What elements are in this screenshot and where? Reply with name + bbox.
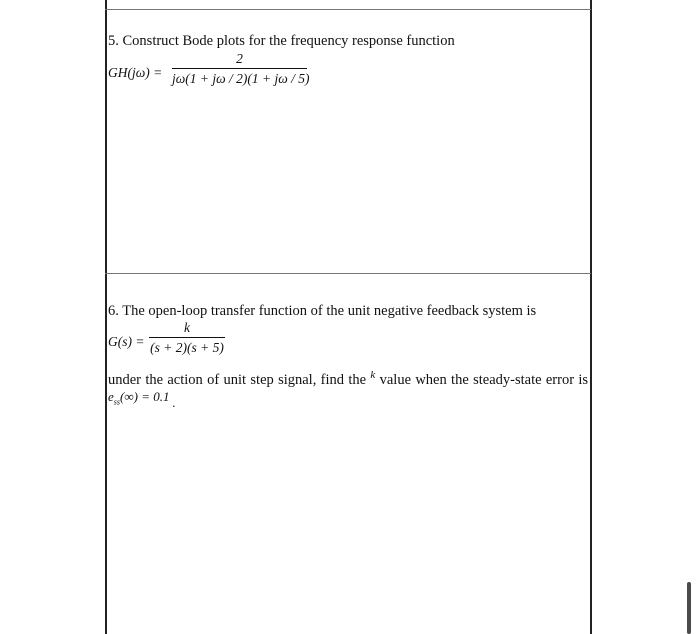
scrollbar-thumb[interactable] <box>687 582 691 634</box>
page-left-border <box>105 0 107 634</box>
section-divider <box>105 273 591 274</box>
problem-6-condition-part2: value when the steady-state error is <box>379 371 589 388</box>
problem-6 <box>108 302 588 410</box>
problem-6-condition <box>108 366 588 389</box>
problem-5-numerator: 2 <box>236 51 243 66</box>
ess-rest: (∞) = 0.1 <box>120 388 170 404</box>
problem-6-condition-part1: under the action of unit step signal, find the <box>108 371 367 388</box>
ess-period: . <box>172 394 176 410</box>
ess-subscript: ss <box>113 397 121 407</box>
problem-6-denominator: (s + 2)(s + 5) <box>150 340 224 355</box>
problem-6-equation <box>108 322 588 366</box>
problem-5 <box>108 32 588 96</box>
problem-5-statement: 5. Construct Bode plots for the frequency response function <box>108 33 455 49</box>
problem-5-fraction <box>172 51 310 87</box>
top-divider <box>105 9 591 10</box>
problem-6-statement: 6. The open-loop transfer function of the unit negative feedback system is <box>108 303 537 319</box>
problem-6-fraction <box>149 320 225 356</box>
steady-state-error-expression <box>108 389 588 411</box>
fraction-bar <box>149 337 225 338</box>
problem-5-equation-lhs: GH(jω) = <box>108 65 163 80</box>
ess-base: e <box>108 388 114 404</box>
problem-6-equation-lhs: G(s) = <box>108 334 145 349</box>
problem-5-equation <box>108 52 588 96</box>
problem-6-numerator: k <box>184 320 190 335</box>
problem-5-denominator: jω(1 + jω / 2)(1 + jω / 5) <box>172 71 310 86</box>
page-right-border <box>590 0 592 634</box>
problem-6-condition-k: k <box>370 369 376 381</box>
fraction-bar <box>172 68 307 69</box>
